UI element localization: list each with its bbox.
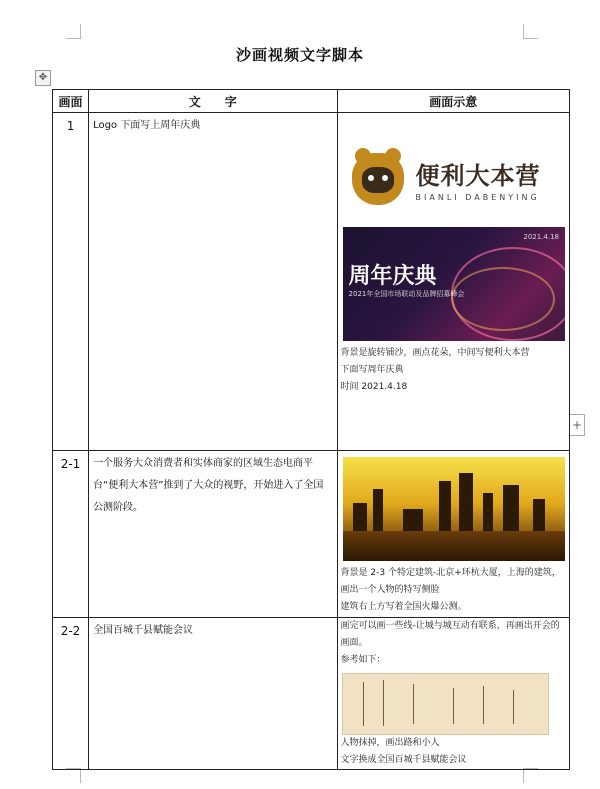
table-row <box>53 618 570 770</box>
scene-text: Logo 下面写上周年庆典 <box>89 113 337 451</box>
header-scene: 画面 <box>53 90 89 113</box>
caption: 画完可以画一些线-让城与城互动有联系，再画出开会的画面。 <box>340 621 560 648</box>
table-row <box>53 451 570 618</box>
scene-text: 全国百城千县赋能会议 <box>89 618 337 770</box>
crop-mark-bottom-left <box>66 768 81 783</box>
scene-number: 2-2 <box>53 618 89 770</box>
document-title: 沙画视频文字脚本 <box>235 46 364 64</box>
crop-mark-bottom-right <box>523 768 538 783</box>
visual-cell <box>337 618 569 770</box>
caption: 时间 2021.4.18 <box>340 382 408 392</box>
header-text: 文 字 <box>89 90 337 113</box>
logo-sub-text: BIANLI DABENYING <box>415 193 540 202</box>
caption: 人物抹掉，画出路和小人 <box>340 738 440 748</box>
header-visual: 画面示意 <box>337 90 569 113</box>
brand-logo <box>352 153 569 205</box>
bear-logo-icon <box>352 153 404 205</box>
scene-number: 2-1 <box>53 451 89 618</box>
caption: 文字换成全国百城千县赋能会议 <box>340 755 467 765</box>
table-header-row <box>53 90 570 113</box>
anniversary-banner-image <box>343 227 565 341</box>
banner-subtitle: 2021年全国市场联动及品牌招募峰会 <box>348 290 465 298</box>
caption: 参考如下： <box>340 655 386 665</box>
visual-cell <box>337 113 569 451</box>
crop-mark-top-left <box>66 24 81 39</box>
visual-cell <box>337 451 569 618</box>
banner-tag: 2021.4.18 <box>523 233 559 241</box>
crop-mark-top-right <box>523 24 538 39</box>
banner-title: 周年庆典 <box>348 264 437 289</box>
caption: 背景是 2-3 个特定建筑-北京+环杭大厦，上海的建筑，画出一个人物的特写侧脸 <box>340 568 561 595</box>
script-table <box>52 89 570 770</box>
caption: 建筑右上方写着全国火爆公测。 <box>340 602 467 612</box>
caption: 背景是旋转铺沙，画点花朵，中间写便利大本营 <box>340 348 530 358</box>
reference-sketch-image <box>342 673 549 735</box>
table-row <box>53 113 570 451</box>
caption: 下面写周年庆典 <box>340 365 404 375</box>
logo-main-text: 便利大本营 <box>415 162 541 190</box>
scene-text: 一个服务大众消费者和实体商家的区域生态电商平台“便利大本营”推到了大众的视野，开始进入了全国公测阶段。 <box>89 451 337 618</box>
move-icon[interactable]: ✥ <box>35 70 51 86</box>
city-sand-painting-image <box>343 457 565 561</box>
plus-icon[interactable]: + <box>569 414 585 436</box>
scene-number: 1 <box>53 113 89 451</box>
